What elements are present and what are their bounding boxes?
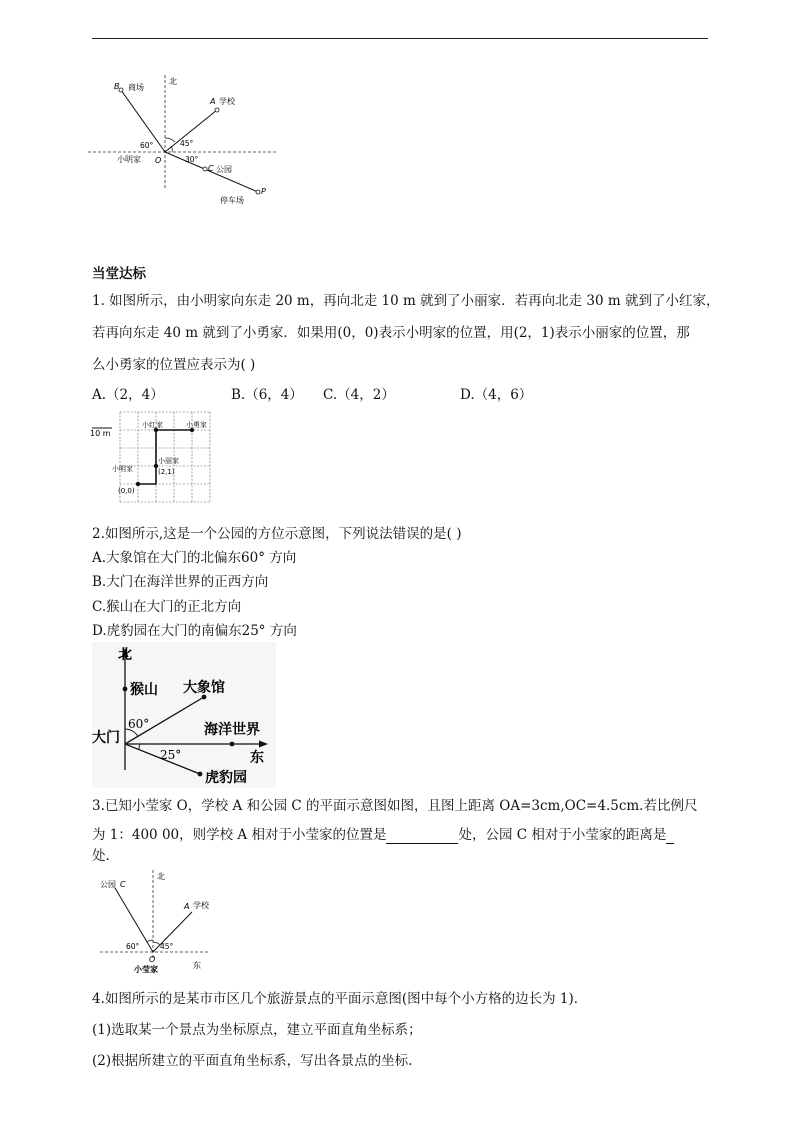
- fig3-monkey: 猴山: [130, 682, 158, 698]
- fig2-ming: 小明家: [112, 465, 133, 473]
- q2-option-b: B.大门在海洋世界的正西方向: [92, 574, 269, 590]
- fig1-label-c: C: [208, 164, 214, 173]
- fig4-home: 小莹家: [134, 965, 158, 974]
- q1-line1: 1. 如图所示，由小明家向东走 20 m，再向北走 10 m 就到了小丽家．若再向北走 30 m 就到了小红家，: [92, 293, 720, 309]
- fig1-origin-o: O: [155, 156, 162, 165]
- q3-line2-part1: 为 1：400 00，则学校 A 相对于小莹家的位置是: [92, 827, 387, 843]
- fig1-park: 公园: [216, 165, 232, 174]
- q3-line3: 处.: [92, 848, 110, 864]
- q3-line1: 3.已知小莹家 O，学校 A 和公园 C 的平面示意图如图，且图上距离 OA=3cm,OC=4.5cm.若比例尺: [92, 798, 698, 814]
- fig3-north: 北: [118, 647, 132, 663]
- q1-line2: 若再向东走 40 m 就到了小勇家．如果用(0，0)表示小明家的位置，用(2，1)表示小丽家的位置，那: [92, 325, 690, 341]
- fig3-east: 东: [250, 750, 264, 766]
- fig1-angle-30: 30°: [185, 155, 199, 164]
- fig1-label-b: B: [114, 82, 120, 91]
- fig4-origin-o: O: [149, 955, 156, 964]
- fig4-north: 北: [157, 872, 165, 881]
- fig4-angle-45: 45°: [160, 942, 174, 951]
- fig4-park: 公园: [100, 880, 116, 889]
- q2-option-c: C.猴山在大门的正北方向: [92, 599, 242, 615]
- q1-line3: 么小勇家的位置应表示为( ): [92, 357, 256, 373]
- header-rule: [92, 38, 708, 39]
- fig2-li-coord: (2,1): [158, 468, 175, 476]
- fig2-scale: 10 m: [90, 429, 111, 438]
- q3-line2-part2: 处，公园 C 相对于小莹家的距离是: [458, 827, 667, 843]
- fig2-li: 小丽家: [158, 457, 179, 465]
- fig1-mall: 商场: [128, 83, 144, 92]
- q3-answer-blank-2[interactable]: [666, 829, 674, 844]
- fig3-elephant: 大象馆: [183, 680, 225, 696]
- fig2-origin: (0,0): [118, 487, 135, 495]
- fig1-angle-60: 60°: [140, 141, 154, 150]
- q1-option-a: A.（2，4）: [92, 387, 164, 403]
- fig3-ocean: 海洋世界: [204, 722, 260, 738]
- figure-direction-diagram-2: [96, 866, 216, 976]
- fig2-hong: 小红家: [142, 421, 163, 429]
- q1-option-c: C.（4，2）: [323, 387, 395, 403]
- fig4-east: 东: [193, 961, 201, 970]
- fig3-tiger: 虎豹园: [205, 770, 247, 786]
- figure-grid-map: [88, 408, 214, 508]
- fig3-angle-60: 60°: [128, 717, 150, 731]
- figure-park-directions: [92, 642, 276, 788]
- figure-direction-diagram-1: [88, 70, 278, 210]
- fig1-label-a: A: [210, 97, 216, 106]
- q4-sub2: (2)根据所建立的平面直角坐标系，写出各景点的坐标.: [92, 1053, 413, 1069]
- q2-stem: 2.如图所示,这是一个公园的方位示意图，下列说法错误的是( ): [92, 526, 462, 542]
- fig4-label-c: C: [120, 880, 126, 889]
- q1-option-d: D.（4，6）: [460, 387, 533, 403]
- fig1-north: 北: [169, 77, 177, 86]
- fig1-angle-45: 45°: [180, 139, 194, 148]
- fig3-angle-25: 25°: [160, 748, 182, 762]
- fig1-home: 小明家: [117, 155, 141, 164]
- fig2-yong: 小勇家: [186, 421, 207, 429]
- q2-option-d: D.虎豹园在大门的南偏东25° 方向: [92, 623, 297, 639]
- fig4-angle-60: 60°: [126, 942, 140, 951]
- q3-line2: [92, 826, 674, 844]
- q4-stem: 4.如图所示的是某市市区几个旅游景点的平面示意图(图中每个小方格的边长为 1)．: [92, 991, 588, 1007]
- fig4-school: 学校: [193, 901, 209, 910]
- fig3-gate: 大门: [92, 730, 120, 746]
- q2-option-a: A.大象馆在大门的北偏东60° 方向: [92, 550, 297, 566]
- q3-answer-blank-1[interactable]: [386, 829, 458, 844]
- q1-option-b: B.（6，4）: [231, 387, 303, 403]
- section-title: 当堂达标: [92, 266, 146, 282]
- fig4-label-a: A: [184, 902, 190, 911]
- fig1-parking: 停车场: [220, 196, 244, 205]
- q4-sub1: (1)选取某一个景点为坐标原点，建立平面直角坐标系；: [92, 1022, 422, 1038]
- fig1-school: 学校: [219, 97, 235, 106]
- fig1-label-p: P: [261, 187, 266, 196]
